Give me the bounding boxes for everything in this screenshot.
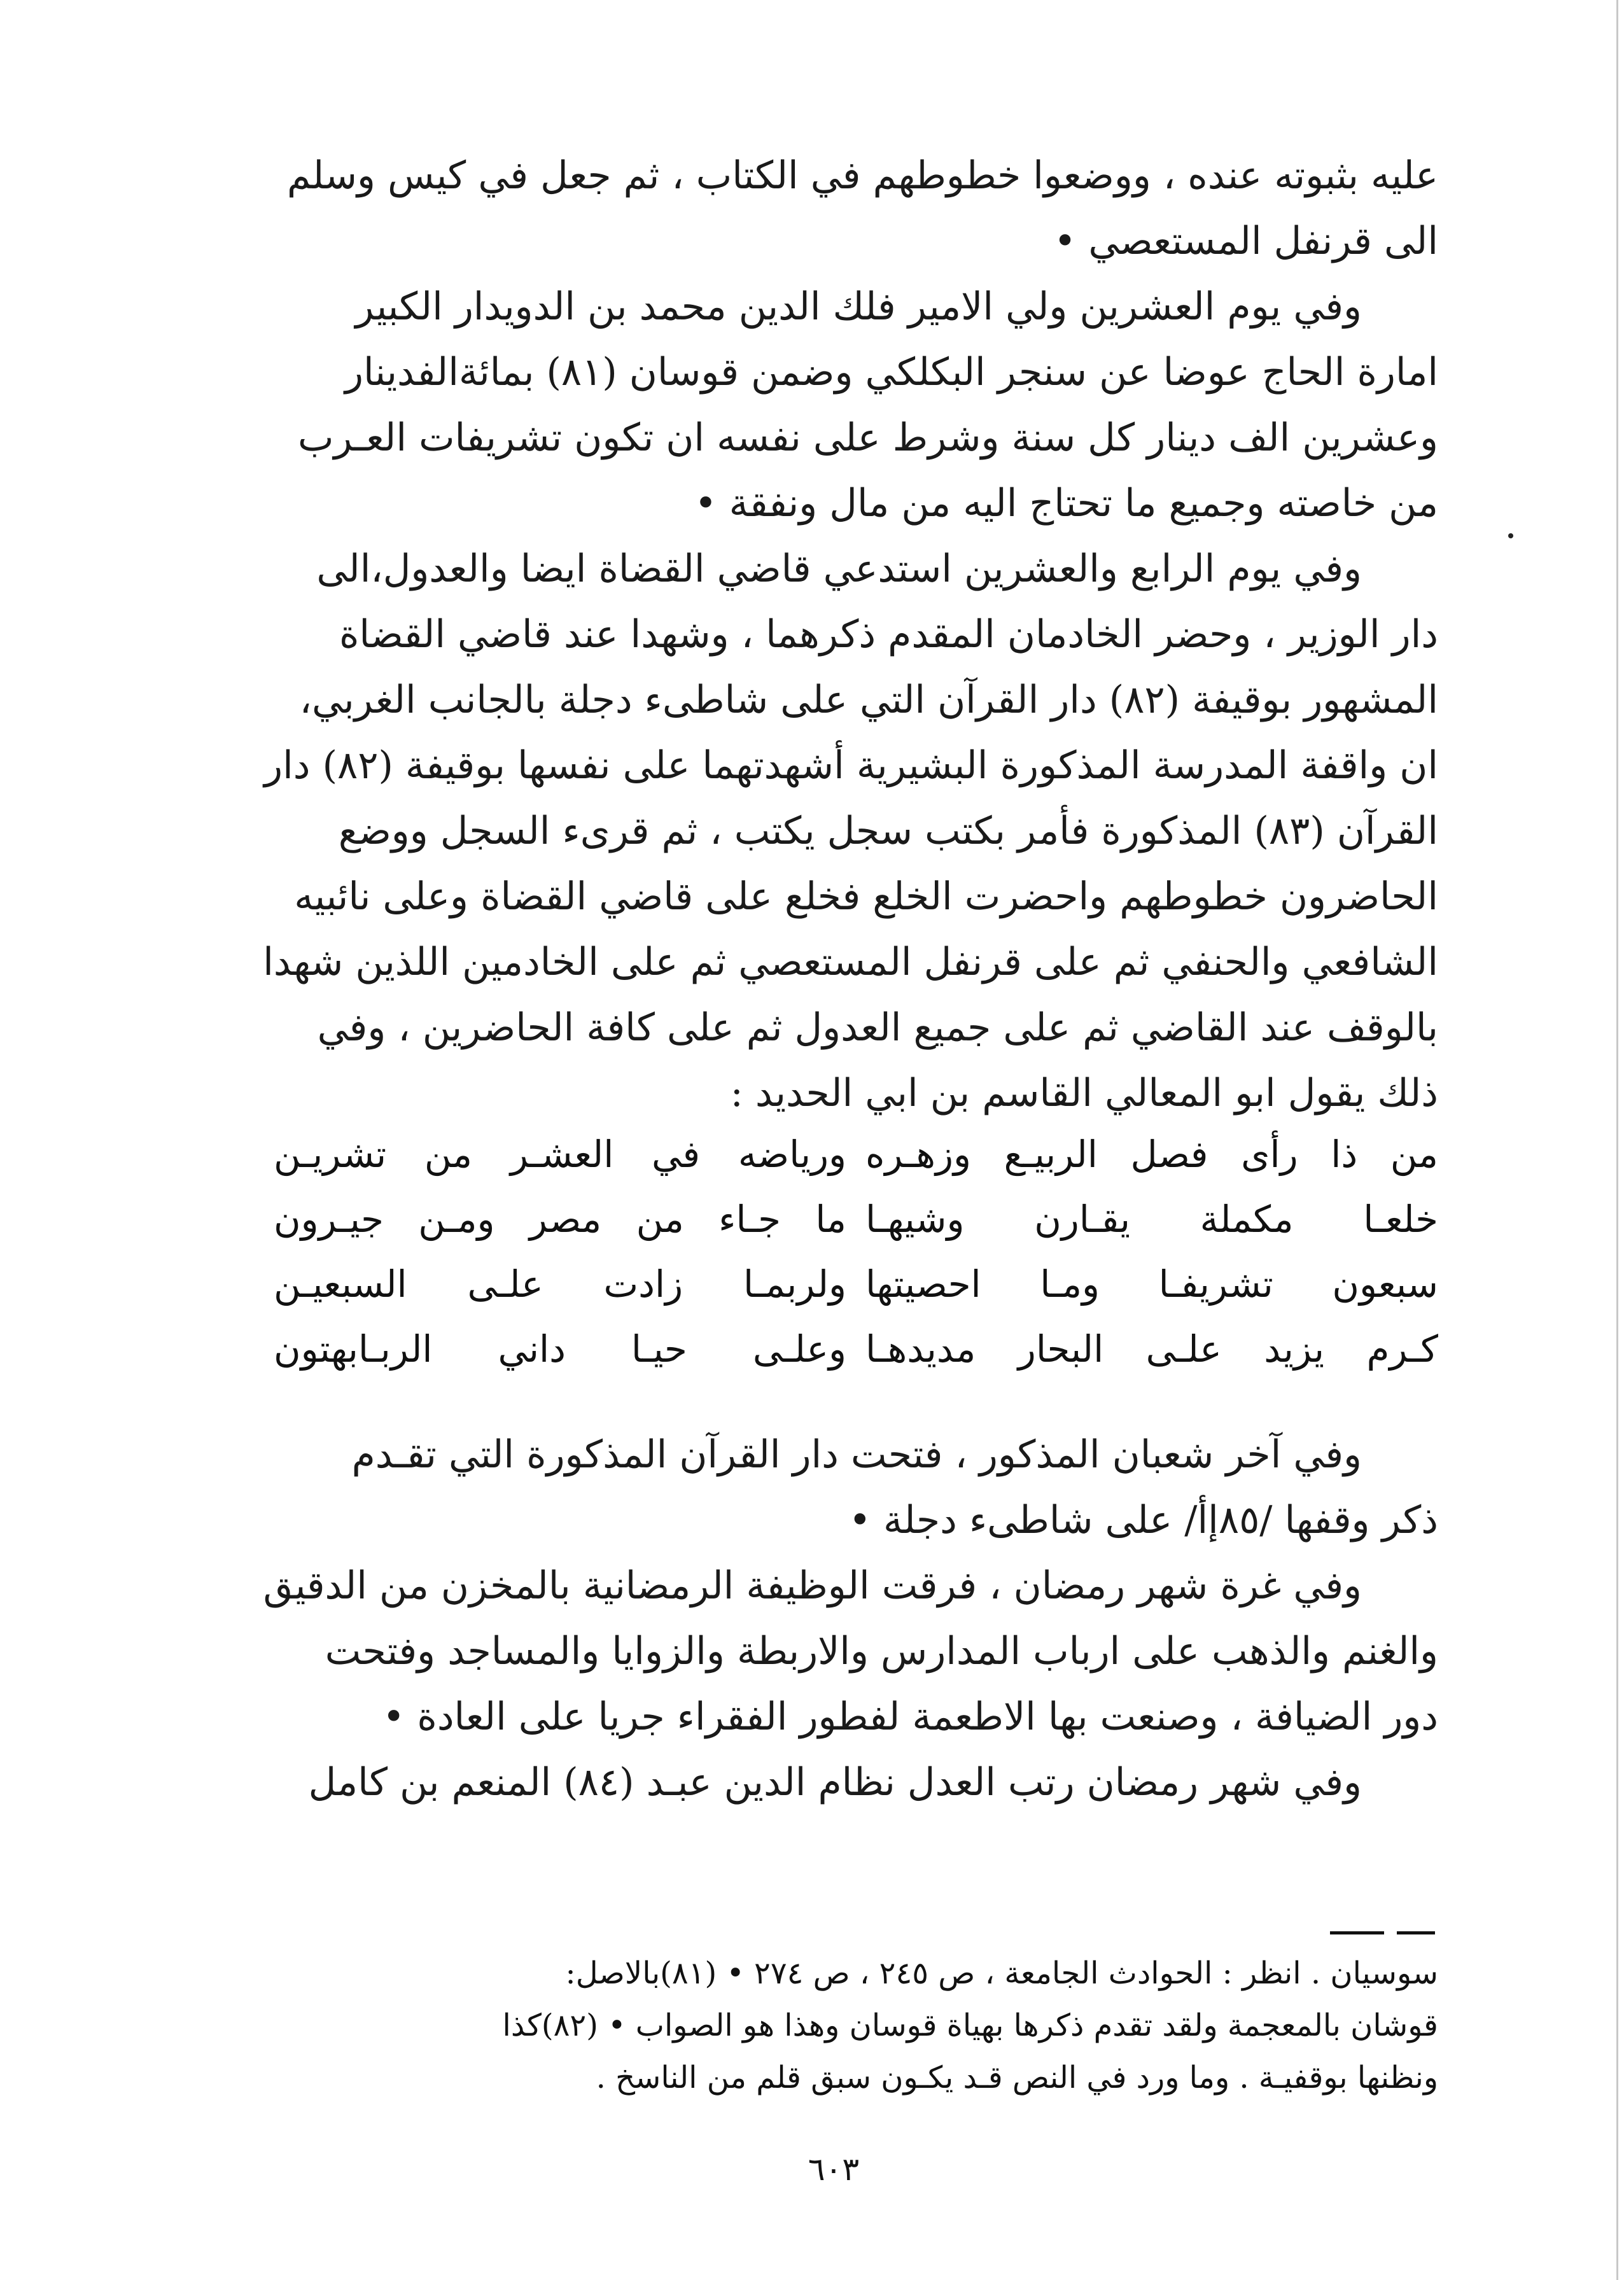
body-line: دار الوزير ، وحضر الخادمان المقدم ذكرهما ، وشهدا عند قاضي القضاة	[339, 612, 1438, 657]
poem-verse	[274, 1198, 1438, 1261]
body-line: وفي يوم العشرين ولي الامير فلك الدين محمد بن الدويدار الكبير	[355, 284, 1362, 329]
body-line: ان واقفة المدرسة المذكورة البشيرية أشهدتهما على نفسها بوقيفة (٨٢) دار	[264, 743, 1438, 788]
poem-hemistich-left: ما جـاء من مصر ومـن جيـرون	[274, 1198, 846, 1241]
scan-speck	[1508, 533, 1513, 538]
footnote-line: سوسيان . انظر : الحوادث الجامعة ، ص ٢٤٥ ، ص ٢٧٤ • (٨١)بالاصل:	[565, 1955, 1438, 1991]
body-line: الحاضرون خطوطهم واحضرت الخلع فخلع على قاضي القضاة وعلى نائبيه	[294, 874, 1438, 919]
body-line: وفي شهر رمضان رتب العدل نظام الدين عبـد (٨٤) المنعم بن كامل	[308, 1760, 1362, 1805]
poem-hemistich-left: ولربمـا زادت علـى السبعيـن	[274, 1262, 846, 1306]
scan-edge	[1616, 0, 1618, 2280]
body-line: وفي آخر شعبان المذكور ، فتحت دار القرآن المذكورة التي تقـدم	[351, 1432, 1362, 1477]
body-line: الى قرنفل المستعصي •	[1053, 219, 1438, 263]
body-line: عليه بثبوته عنده ، ووضعوا خطوطهم في الكتاب ، ثم جعل في كيس وسلم	[286, 153, 1438, 198]
body-line: بالوقف عند القاضي ثم على جميع العدول ثم على كافة الحاضرين ، وفي	[317, 1005, 1438, 1050]
body-line: من خاصته وجميع ما تحتاج اليه من مال ونفقة •	[694, 481, 1438, 526]
body-line: وفي غرة شهر رمضان ، فرقت الوظيفة الرمضانية بالمخزن من الدقيق	[263, 1563, 1362, 1608]
poem-hemistich-left: ورياضه في العشـر من تشريـن	[274, 1133, 846, 1176]
body-line: وعشرين الف دينار كل سنة وشرط على نفسه ان تكون تشريفات العـرب	[297, 416, 1438, 460]
body-line: المشهور بوقيفة (٨٢) دار القرآن التي على شاطىء دجلة بالجانب الغربي،	[299, 678, 1438, 722]
body-line: القرآن (٨٣) المذكورة فأمر بكتب سجل يكتب ، ثم قرىء السجل ووضع	[338, 809, 1438, 853]
body-line: والغنم والذهب على ارباب المدارس والاربطة والزوايا والمساجد وفتحت	[325, 1629, 1438, 1674]
body-line: امارة الحاج عوضا عن سنجر البكلكي وضمن قوسان (٨١) بمائةالفدينار	[345, 350, 1438, 395]
footnote-line: ونظنها بوقفيـة . وما ورد في النص قـد يكـون سبق قلم من الناسخ .	[596, 2060, 1438, 2095]
body-line: الشافعي والحنفي ثم على قرنفل المستعصي ثم على الخادمين اللذين شهدا	[263, 940, 1438, 984]
body-line: وفي يوم الرابع والعشرين استدعي قاضي القضاة ايضا والعدول،الى	[316, 547, 1362, 591]
poem-verse	[274, 1262, 1438, 1326]
poem-hemistich-left: وعلـى حيـا داني الربـابهتون	[274, 1327, 846, 1371]
poem-hemistich-right: خلعـا مكملة يقـارن وشيهـا	[865, 1198, 1438, 1241]
poem-hemistich-right: كـرم يزيد علـى البحار مديدهـا	[865, 1327, 1438, 1371]
poem-hemistich-right: سبعون تشريفـا ومـا احصيتها	[865, 1262, 1438, 1306]
poem-verse	[274, 1133, 1438, 1196]
body-line: ذكر وقفها /٨٥إأ/ على شاطىء دجلة •	[848, 1498, 1438, 1542]
poem-verse	[274, 1327, 1438, 1391]
body-line: ذلك يقول ابو المعالي القاسم بن ابي الحديد :	[730, 1071, 1438, 1116]
poem-hemistich-right: من ذا رأى فصل الربيـع وزهـره	[865, 1133, 1438, 1176]
body-line: دور الضيافة ، وصنعت بها الاطعمة لفطور الفقراء جريا على العادة •	[382, 1695, 1438, 1739]
footnotes	[274, 1947, 1438, 2104]
footnote-line: قوشان بالمعجمة ولقد تقدم ذكرها بهياة قوسان وهذا هو الصواب • (٨٢)كذا	[502, 2008, 1438, 2043]
body-text-upper	[263, 143, 1438, 1126]
footnote-rule	[1330, 1931, 1384, 1934]
footnote-rule	[1397, 1931, 1435, 1934]
body-text-lower	[263, 1422, 1438, 1815]
page-number: ٦٠٣	[808, 2151, 860, 2188]
